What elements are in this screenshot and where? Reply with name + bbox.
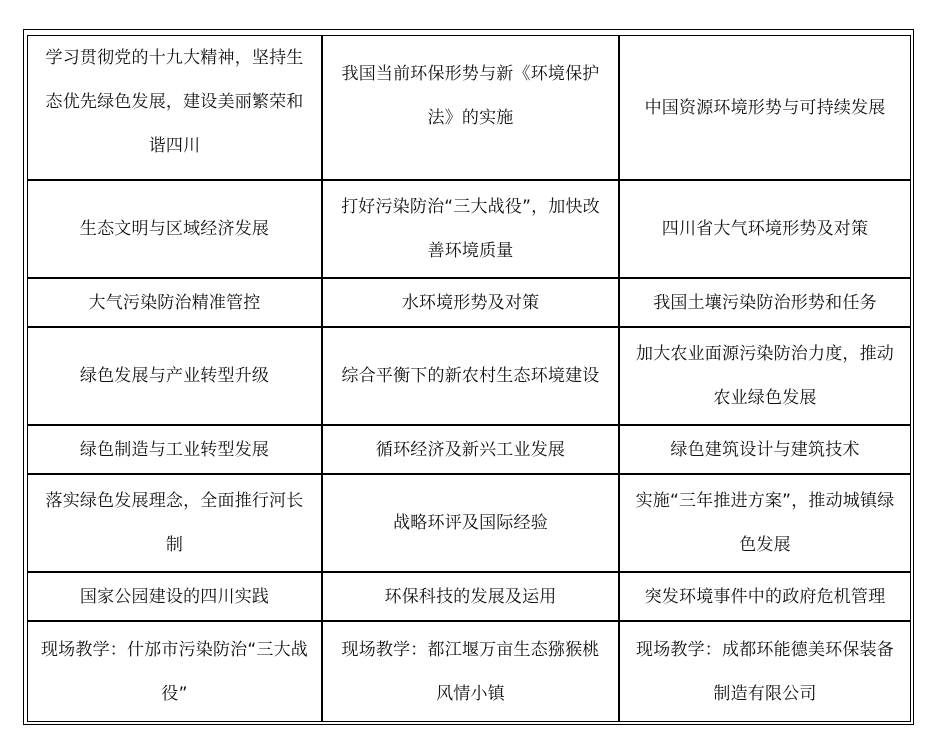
cell-text: 中国资源环境形势与可持续发展 [644, 97, 886, 118]
table-cell [619, 180, 911, 278]
table-cell [322, 327, 619, 425]
table-cell [27, 572, 322, 621]
table-cell [322, 180, 619, 278]
cell-text: 现场教学：什邡市污染防治“三大战役” [40, 639, 308, 704]
cell-text: 综合平衡下的新农村生态环境建设 [341, 366, 600, 386]
cell-text: 落实绿色发展理念，全面推行河长制 [45, 491, 304, 555]
cell-text: 国家公园建设的四川实践 [79, 586, 270, 607]
table-cell [619, 327, 911, 425]
cell-text: 大气污染防治精准管控 [88, 292, 261, 313]
cell-text: 加大农业面源污染防治力度，推动农业绿色发展 [636, 344, 894, 408]
cell-text: 现场教学：都江堰万亩生态猕猴桃风情小镇 [341, 639, 600, 704]
table-cell [619, 35, 911, 180]
table-cell [322, 425, 619, 474]
cell-text: 水环境形势及对策 [401, 292, 540, 313]
topics-table [23, 29, 914, 725]
cell-text: 循环经济及新兴工业发展 [375, 439, 566, 460]
cell-text: 实施“三年推进方案”，推动城镇绿色发展 [635, 491, 895, 555]
cell-text: 绿色建筑设计与建筑技术 [670, 439, 860, 460]
cell-text: 绿色制造与工业转型发展 [79, 439, 270, 460]
table-cell [27, 327, 322, 425]
table-cell [619, 278, 911, 327]
table-cell [27, 474, 322, 572]
table-cell [27, 621, 322, 722]
table-cell [619, 474, 911, 572]
cell-text: 战略环评及国际经验 [393, 513, 548, 533]
cell-text: 学习贯彻党的十九大精神，坚持生态优先绿色发展，建设美丽繁荣和谐四川 [45, 48, 304, 156]
table-cell [619, 425, 911, 474]
table-cell [27, 35, 322, 180]
cell-text: 突发环境事件中的政府危机管理 [644, 586, 886, 607]
cell-text: 现场教学：成都环能德美环保装备制造有限公司 [636, 639, 894, 704]
table-cell [322, 621, 619, 722]
cell-text: 我国土壤污染防治形势和任务 [653, 292, 877, 313]
cell-text: 四川省大气环境形势及对策 [661, 219, 869, 239]
table-cell [322, 35, 619, 180]
cell-text: 绿色发展与产业转型升级 [79, 366, 270, 386]
table-cell [322, 572, 619, 621]
cell-text: 环保科技的发展及运用 [384, 586, 557, 607]
table-cell [619, 621, 911, 722]
table-cell [322, 474, 619, 572]
table-cell [27, 425, 322, 474]
table-cell [27, 278, 322, 327]
table-cell [619, 572, 911, 621]
table-cell [27, 180, 322, 278]
cell-text: 我国当前环保形势与新《环境保护法》的实施 [341, 64, 600, 128]
cell-text: 生态文明与区域经济发展 [79, 219, 270, 239]
cell-text: 打好污染防治“三大战役”，加快改善环境质量 [341, 197, 600, 261]
table-cell [322, 278, 619, 327]
